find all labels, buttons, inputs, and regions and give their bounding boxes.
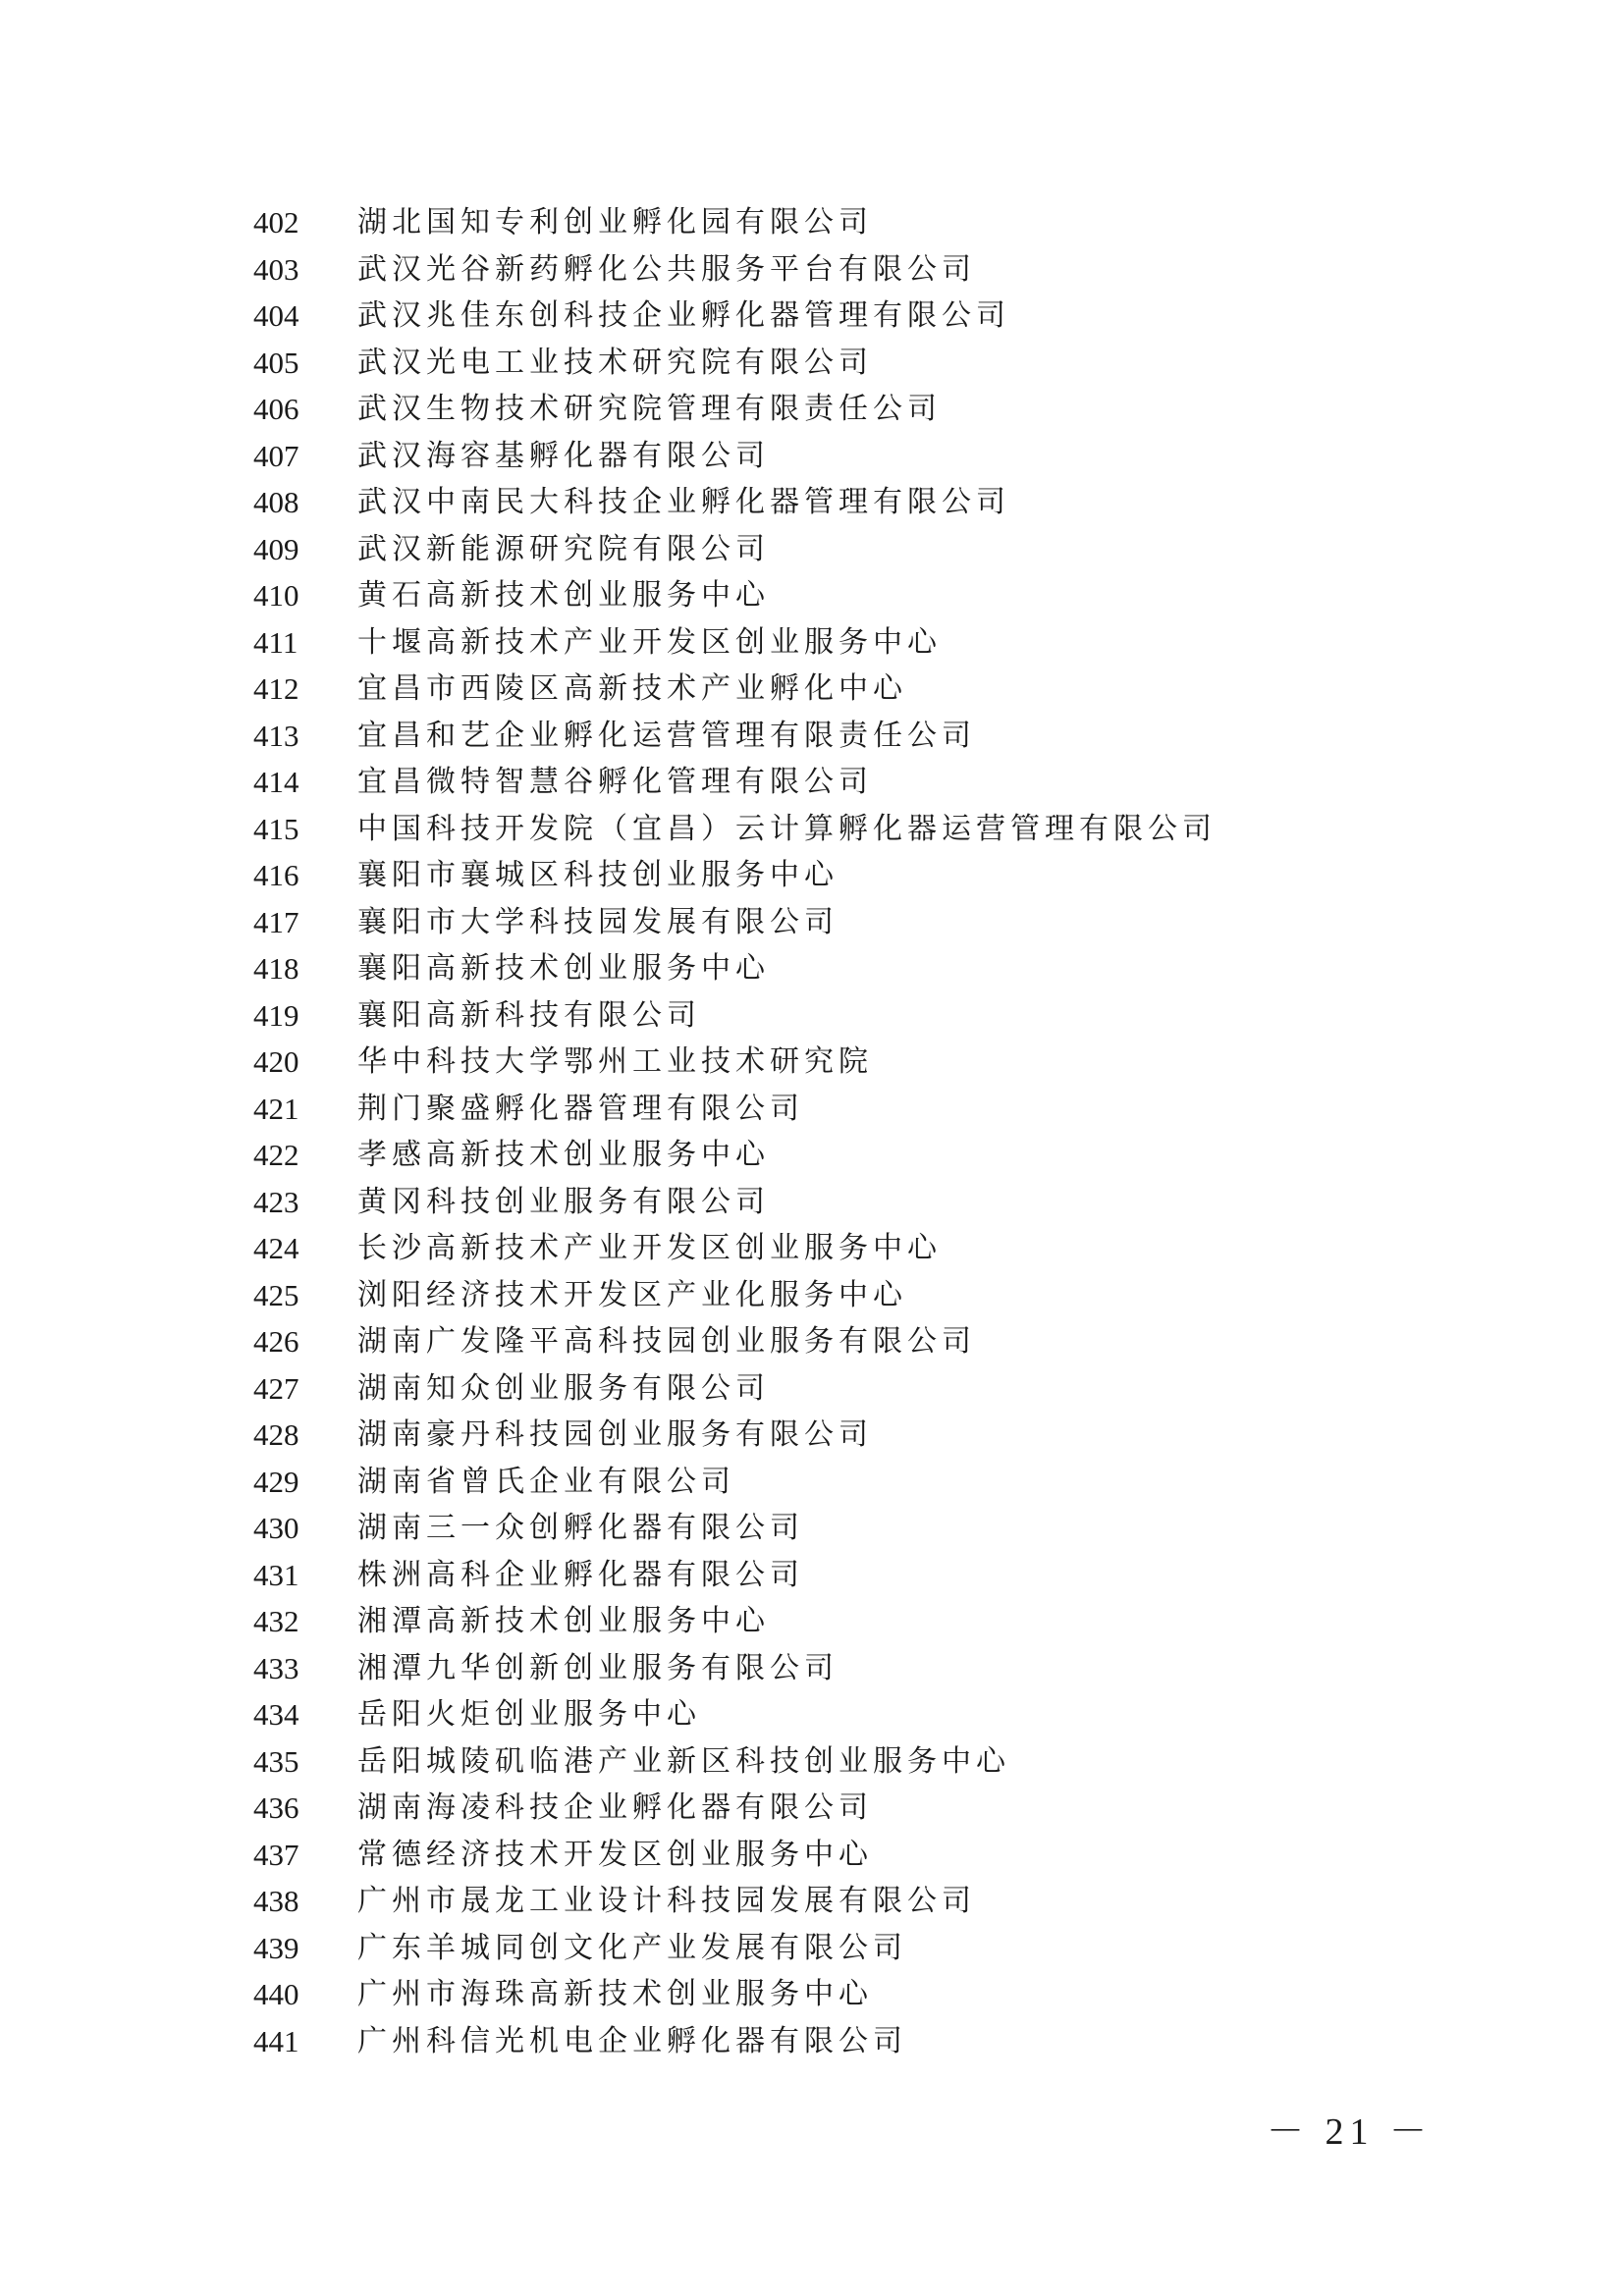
list-item <box>253 1878 1353 1925</box>
entry-company-name: 武汉光电工业技术研究院有限公司 <box>357 345 873 380</box>
entry-number: 411 <box>253 624 298 660</box>
entry-company-name: 湖南省曾氏企业有限公司 <box>357 1464 735 1499</box>
entry-company-name: 襄阳高新科技有限公司 <box>357 997 701 1033</box>
entry-company-name: 武汉兆佳东创科技企业孵化器管理有限公司 <box>357 298 1010 333</box>
entry-number: 412 <box>253 671 299 706</box>
list-item <box>253 1365 1353 1413</box>
entry-number: 403 <box>253 251 299 287</box>
entry-company-name: 武汉新能源研究院有限公司 <box>357 531 770 566</box>
entry-company-name: 襄阳市襄城区科技创业服务中心 <box>357 858 839 892</box>
list-item <box>253 1691 1353 1738</box>
entry-number: 430 <box>253 1511 299 1545</box>
entry-company-name: 十堰高新技术产业开发区创业服务中心 <box>357 624 942 660</box>
entry-company-name: 岳阳城陵矶临港产业新区科技创业服务中心 <box>357 1743 1010 1779</box>
entry-number: 415 <box>253 811 299 846</box>
list-item <box>253 1645 1353 1692</box>
entry-number: 441 <box>253 2023 299 2058</box>
entry-company-name: 黄冈科技创业服务有限公司 <box>357 1184 770 1219</box>
entry-number: 420 <box>253 1044 299 1079</box>
entry-company-name: 常德经济技术开发区创业服务中心 <box>357 1837 873 1872</box>
entry-number: 429 <box>253 1464 299 1499</box>
list-item <box>253 1738 1353 1786</box>
entry-number: 427 <box>253 1370 299 1406</box>
entry-company-name: 孝感高新技术创业服务中心 <box>357 1138 770 1172</box>
entry-company-name: 广东羊城同创文化产业发展有限公司 <box>357 1930 907 1965</box>
entry-company-name: 株洲高科企业孵化器有限公司 <box>357 1557 804 1592</box>
entry-number: 409 <box>253 531 299 566</box>
entry-number: 421 <box>253 1091 299 1126</box>
list-item <box>253 1598 1353 1645</box>
list-item <box>253 945 1353 992</box>
entry-company-name: 武汉生物技术研究院管理有限责任公司 <box>357 392 942 426</box>
entry-company-name: 中国科技开发院（宜昌）云计算孵化器运营管理有限公司 <box>357 811 1217 846</box>
entry-company-name: 广州市晟龙工业设计科技园发展有限公司 <box>357 1884 976 1918</box>
page-number: － 21 － <box>1267 2111 1434 2153</box>
list-item <box>253 992 1353 1040</box>
entry-number: 433 <box>253 1650 299 1685</box>
entry-company-name: 岳阳火炬创业服务中心 <box>357 1697 701 1732</box>
list-item <box>253 1971 1353 2018</box>
list-item <box>253 526 1353 573</box>
entry-company-name: 湖南广发隆平高科技园创业服务有限公司 <box>357 1324 976 1359</box>
list-item <box>253 666 1353 713</box>
entry-number: 434 <box>253 1697 299 1732</box>
list-item <box>253 1832 1353 1879</box>
entry-company-name: 湖北国知专利创业孵化园有限公司 <box>357 205 873 240</box>
entry-company-name: 湘潭九华创新创业服务有限公司 <box>357 1650 839 1685</box>
list-item <box>253 1505 1353 1552</box>
entry-number: 407 <box>253 438 299 473</box>
list-item <box>253 1318 1353 1365</box>
entry-company-name: 湖南三一众创孵化器有限公司 <box>357 1511 804 1545</box>
list-item <box>253 899 1353 946</box>
entry-company-name: 华中科技大学鄂州工业技术研究院 <box>357 1044 873 1079</box>
entry-number: 437 <box>253 1837 299 1872</box>
entry-number: 422 <box>253 1138 299 1172</box>
entry-company-name: 广州科信光机电企业孵化器有限公司 <box>357 2023 907 2058</box>
list-item <box>253 1272 1353 1319</box>
list-item <box>253 1412 1353 1459</box>
list-item <box>253 1459 1353 1506</box>
entry-company-name: 宜昌市西陵区高新技术产业孵化中心 <box>357 671 907 706</box>
entry-number: 414 <box>253 765 299 799</box>
entry-number: 440 <box>253 1977 299 2011</box>
entry-company-name: 荆门聚盛孵化器管理有限公司 <box>357 1091 804 1126</box>
entry-company-name: 武汉中南民大科技企业孵化器管理有限公司 <box>357 485 1010 519</box>
entry-company-name: 湖南海凌科技企业孵化器有限公司 <box>357 1790 873 1825</box>
list-item <box>253 386 1353 433</box>
list-item <box>253 1552 1353 1599</box>
list-item <box>253 1925 1353 1972</box>
entry-number: 425 <box>253 1277 299 1312</box>
list-item <box>253 759 1353 806</box>
entry-number: 417 <box>253 904 299 939</box>
list-item <box>253 1785 1353 1832</box>
list-item <box>253 1132 1353 1179</box>
entry-number: 405 <box>253 345 299 380</box>
entry-number: 418 <box>253 951 299 986</box>
entry-number: 435 <box>253 1743 299 1779</box>
entry-number: 426 <box>253 1324 299 1359</box>
entry-number: 404 <box>253 298 299 333</box>
list-item <box>253 1086 1353 1133</box>
list-item <box>253 433 1353 480</box>
entry-company-name: 广州市海珠高新技术创业服务中心 <box>357 1977 873 2011</box>
entry-company-name: 宜昌微特智慧谷孵化管理有限公司 <box>357 765 873 799</box>
entry-number: 408 <box>253 485 299 519</box>
entry-company-name: 襄阳高新技术创业服务中心 <box>357 951 770 986</box>
list-item <box>253 806 1353 853</box>
list-item <box>253 1039 1353 1086</box>
entry-number: 438 <box>253 1884 299 1918</box>
list-item <box>253 293 1353 340</box>
entry-number: 432 <box>253 1604 299 1638</box>
entry-company-name: 武汉海容基孵化器有限公司 <box>357 438 770 473</box>
entry-number: 424 <box>253 1231 299 1265</box>
list-item <box>253 1179 1353 1226</box>
list-item <box>253 2018 1353 2065</box>
entry-company-name: 湖南豪丹科技园创业服务有限公司 <box>357 1417 873 1452</box>
entry-company-name: 浏阳经济技术开发区产业化服务中心 <box>357 1277 907 1312</box>
entry-number: 402 <box>253 205 299 240</box>
entry-company-name: 湖南知众创业服务有限公司 <box>357 1370 770 1406</box>
list-item <box>253 479 1353 526</box>
list-item <box>253 1225 1353 1272</box>
entry-number: 410 <box>253 578 299 613</box>
entry-number: 406 <box>253 392 299 426</box>
entry-number: 413 <box>253 718 299 753</box>
list-item <box>253 713 1353 760</box>
entry-number: 428 <box>253 1417 299 1452</box>
list-item <box>253 572 1353 619</box>
entry-company-name: 湘潭高新技术创业服务中心 <box>357 1604 770 1638</box>
entry-number: 431 <box>253 1557 299 1592</box>
entry-company-name: 武汉光谷新药孵化公共服务平台有限公司 <box>357 251 976 287</box>
list-item <box>253 199 1353 246</box>
list-item <box>253 340 1353 387</box>
entry-company-name: 宜昌和艺企业孵化运营管理有限责任公司 <box>357 718 976 753</box>
list-item <box>253 619 1353 667</box>
entry-number: 439 <box>253 1930 299 1965</box>
entry-number: 423 <box>253 1184 299 1219</box>
entry-number: 416 <box>253 858 299 892</box>
list-item <box>253 246 1353 294</box>
list-item <box>253 852 1353 899</box>
entry-company-name: 襄阳市大学科技园发展有限公司 <box>357 904 839 939</box>
entry-list <box>253 199 1353 2064</box>
entry-number: 436 <box>253 1790 299 1825</box>
entry-number: 419 <box>253 997 299 1033</box>
entry-company-name: 长沙高新技术产业开发区创业服务中心 <box>357 1231 942 1265</box>
entry-company-name: 黄石高新技术创业服务中心 <box>357 578 770 613</box>
